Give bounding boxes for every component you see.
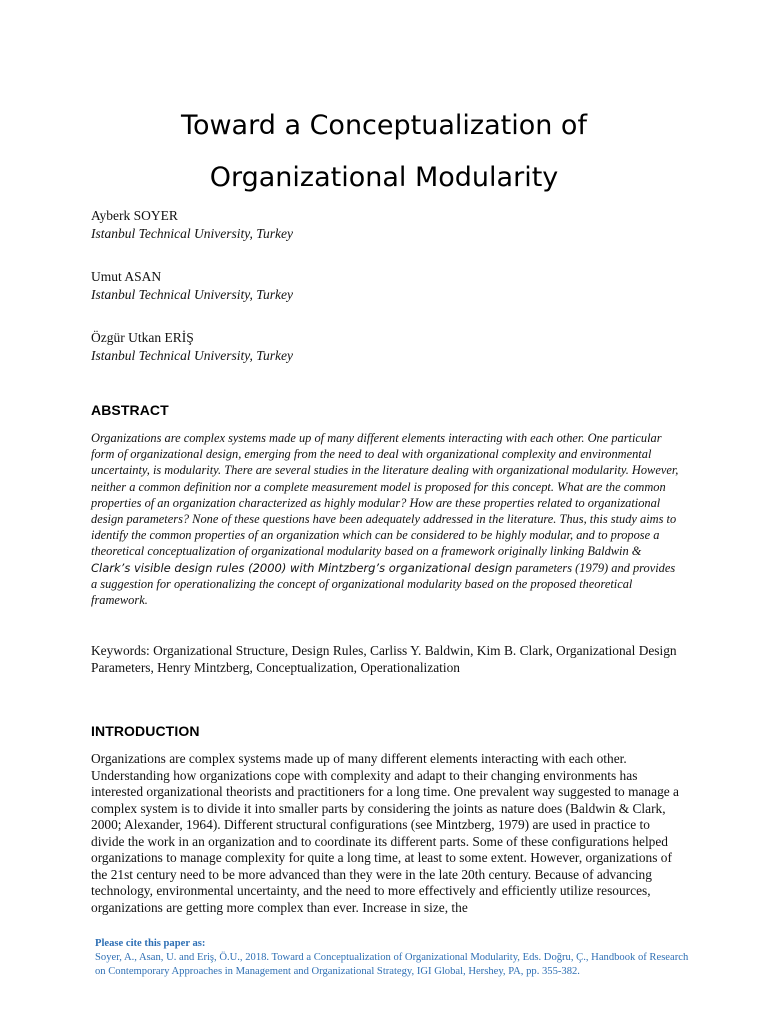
author-name: Özgür Utkan ERİŞ bbox=[91, 330, 194, 345]
citation-text: Soyer, A., Asan, U. and Eriş, Ö.U., 2018. Toward a Conceptualization of Organizational Modularity, Eds. Doğru, Ç., Handbook of Research on Contemporary Approaches in Management and Organizational Strategy, IGI Global, Hershey, PA, pp. 355-382. bbox=[95, 951, 689, 977]
author-name: Umut ASAN bbox=[91, 269, 162, 284]
abstract-text-part-3: parameters (1979) and provides a suggestion for operationalizing the concept of organizational modularity based on the proposed theoretical framework. bbox=[91, 560, 676, 608]
citation-label: Please cite this paper as: bbox=[95, 938, 206, 949]
author-affiliation: Istanbul Technical University, Turkey bbox=[91, 226, 293, 241]
author-affiliation: Istanbul Technical University, Turkey bbox=[91, 348, 293, 363]
abstract-text-part-2: Clark’s visible design rules (2000) with Mintzberg’s organizational design bbox=[91, 560, 513, 575]
keywords: Keywords: Organizational Structure, Design Rules, Carliss Y. Baldwin, Kim B. Clark, Organizational Design Parameters, Henry Mintzberg, Conceptualization, Operationalization bbox=[91, 643, 677, 675]
author-block-3 bbox=[91, 329, 293, 365]
introduction-text: Organizations are complex systems made up of many different elements interacting with each other. Understanding how organizations cope with complexity and adapt to their changing environments has interested organizational theorists and practitioners for a long time. One prevalent way suggested to manage a complex system is to divide it into smaller parts by considering the joints as nature does (Baldwin & Clark, 2000; Alexander, 1964). Different structural configurations (see Mintzberg, 1979) are used in practice to divide the work in an organization and to coordinate its different parts. Some of these configurations helped organizations to manage complexity for quite a long time, at least to some extent. However, organizations of the 21st century need to be more advanced than they were in the late 20th century. Because of advancing technology, environmental uncertainty, and the need to more effectively and efficiently utilize resources, organizations are getting more complex than ever. Increase in size, the bbox=[91, 751, 680, 915]
author-block-2 bbox=[91, 268, 293, 304]
title-line-1: Toward a Conceptualization of bbox=[181, 110, 587, 141]
abstract-text-part-1: Organizations are complex systems made up of many different elements interacting with each other. One particular form of organizational design, emerging from the need to deal with organizational complexity and environmental uncertainty, is modularity. There are several studies in the literature dealing with organizational modularity. However, neither a common definition nor a complete measurement model is proposed for this concept. What are the common properties of an organization characterized as highly modular? How are these properties related to organizational design parameters? None of these questions have been adequately addressed in the literature. Thus, this study aims to identify the common properties of an organization which can be considered to be highly modular, and to propose a theoretical conceptualization of organizational modularity based on a framework originally linking Baldwin & bbox=[91, 431, 679, 559]
author-block-1 bbox=[91, 207, 293, 243]
author-affiliation: Istanbul Technical University, Turkey bbox=[91, 287, 293, 302]
abstract-text bbox=[91, 430, 681, 608]
paper-title bbox=[40, 100, 728, 204]
introduction-heading: INTRODUCTION bbox=[91, 723, 200, 739]
title-line-2: Organizational Modularity bbox=[209, 162, 559, 193]
citation-note bbox=[95, 937, 695, 978]
abstract-heading: ABSTRACT bbox=[91, 402, 169, 418]
author-name: Ayberk SOYER bbox=[91, 208, 178, 223]
